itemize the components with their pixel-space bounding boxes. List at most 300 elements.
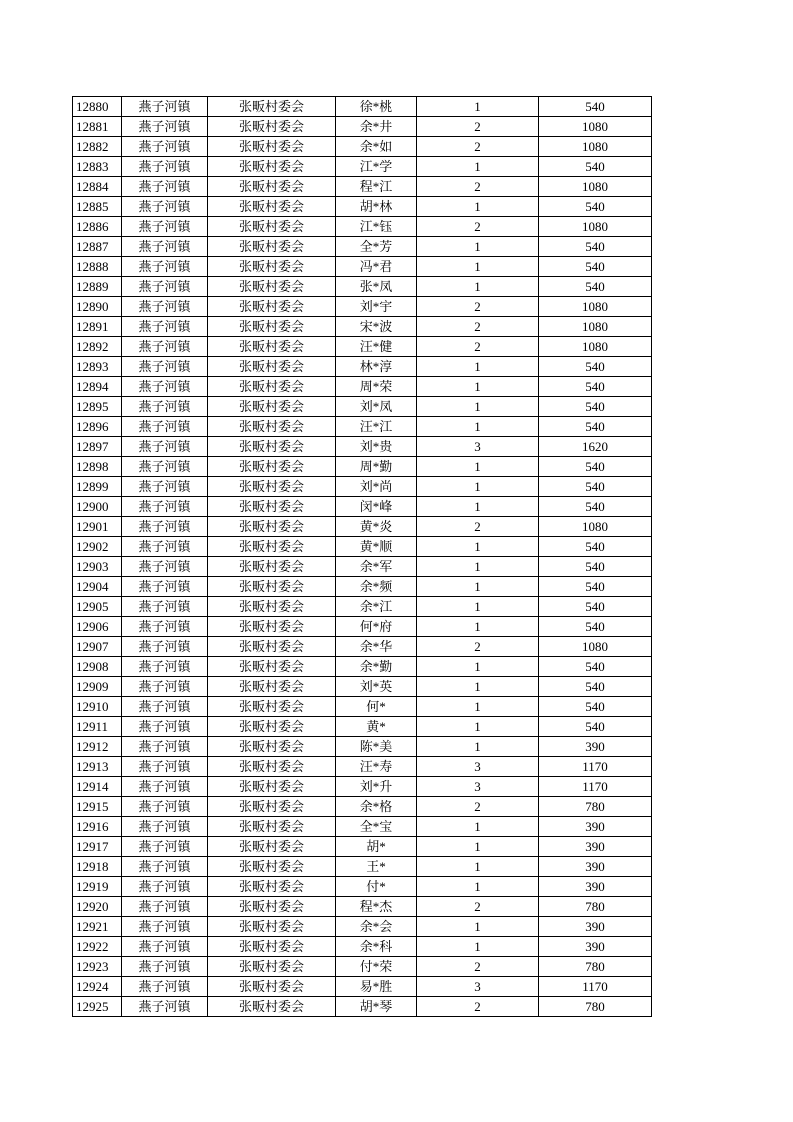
name-cell: 全*宝 — [336, 817, 417, 837]
amount-cell: 1080 — [539, 137, 652, 157]
town-cell: 燕子河镇 — [122, 717, 208, 737]
table-row — [73, 777, 652, 797]
town-cell: 燕子河镇 — [122, 397, 208, 417]
table-row — [73, 597, 652, 617]
town-cell: 燕子河镇 — [122, 457, 208, 477]
table-row — [73, 697, 652, 717]
table-row — [73, 957, 652, 977]
name-cell: 汪*江 — [336, 417, 417, 437]
count-cell: 1 — [417, 377, 539, 397]
name-cell: 刘*贵 — [336, 437, 417, 457]
village-committee-cell: 张畈村委会 — [208, 117, 336, 137]
name-cell: 张*凤 — [336, 277, 417, 297]
amount-cell: 540 — [539, 457, 652, 477]
amount-cell: 1620 — [539, 437, 652, 457]
count-cell: 1 — [417, 877, 539, 897]
record-id-cell: 12885 — [73, 197, 122, 217]
amount-cell: 390 — [539, 837, 652, 857]
town-cell: 燕子河镇 — [122, 617, 208, 637]
count-cell: 2 — [417, 957, 539, 977]
town-cell: 燕子河镇 — [122, 317, 208, 337]
record-id-cell: 12903 — [73, 557, 122, 577]
record-id-cell: 12880 — [73, 97, 122, 117]
record-id-cell: 12889 — [73, 277, 122, 297]
amount-cell: 540 — [539, 717, 652, 737]
village-committee-cell: 张畈村委会 — [208, 437, 336, 457]
count-cell: 2 — [417, 797, 539, 817]
amount-cell: 1080 — [539, 117, 652, 137]
record-id-cell: 12904 — [73, 577, 122, 597]
amount-cell: 540 — [539, 497, 652, 517]
town-cell: 燕子河镇 — [122, 597, 208, 617]
record-id-cell: 12897 — [73, 437, 122, 457]
count-cell: 2 — [417, 337, 539, 357]
village-committee-cell: 张畈村委会 — [208, 317, 336, 337]
amount-cell: 1080 — [539, 177, 652, 197]
town-cell: 燕子河镇 — [122, 817, 208, 837]
amount-cell: 1080 — [539, 217, 652, 237]
village-committee-cell: 张畈村委会 — [208, 617, 336, 637]
village-committee-cell: 张畈村委会 — [208, 597, 336, 617]
count-cell: 1 — [417, 397, 539, 417]
count-cell: 2 — [417, 637, 539, 657]
count-cell: 1 — [417, 617, 539, 637]
record-id-cell: 12924 — [73, 977, 122, 997]
name-cell: 王* — [336, 857, 417, 877]
village-committee-cell: 张畈村委会 — [208, 637, 336, 657]
village-committee-cell: 张畈村委会 — [208, 397, 336, 417]
count-cell: 2 — [417, 117, 539, 137]
village-committee-cell: 张畈村委会 — [208, 137, 336, 157]
name-cell: 黄*顺 — [336, 537, 417, 557]
count-cell: 2 — [417, 137, 539, 157]
village-committee-cell: 张畈村委会 — [208, 957, 336, 977]
town-cell: 燕子河镇 — [122, 637, 208, 657]
table-row — [73, 737, 652, 757]
village-committee-cell: 张畈村委会 — [208, 837, 336, 857]
record-id-cell: 12887 — [73, 237, 122, 257]
name-cell: 胡*林 — [336, 197, 417, 217]
town-cell: 燕子河镇 — [122, 137, 208, 157]
record-id-cell: 12910 — [73, 697, 122, 717]
count-cell: 1 — [417, 97, 539, 117]
table-row — [73, 797, 652, 817]
record-id-cell: 12920 — [73, 897, 122, 917]
village-committee-cell: 张畈村委会 — [208, 897, 336, 917]
table-row — [73, 997, 652, 1017]
record-id-cell: 12915 — [73, 797, 122, 817]
village-committee-cell: 张畈村委会 — [208, 457, 336, 477]
village-committee-cell: 张畈村委会 — [208, 937, 336, 957]
record-id-cell: 12921 — [73, 917, 122, 937]
amount-cell: 1170 — [539, 777, 652, 797]
name-cell: 刘*升 — [336, 777, 417, 797]
village-committee-cell: 张畈村委会 — [208, 497, 336, 517]
name-cell: 何*府 — [336, 617, 417, 637]
town-cell: 燕子河镇 — [122, 517, 208, 537]
town-cell: 燕子河镇 — [122, 997, 208, 1017]
town-cell: 燕子河镇 — [122, 777, 208, 797]
amount-cell: 540 — [539, 277, 652, 297]
name-cell: 余*科 — [336, 937, 417, 957]
name-cell: 程*江 — [336, 177, 417, 197]
village-committee-cell: 张畈村委会 — [208, 857, 336, 877]
record-id-cell: 12898 — [73, 457, 122, 477]
amount-cell: 1170 — [539, 757, 652, 777]
town-cell: 燕子河镇 — [122, 277, 208, 297]
amount-cell: 540 — [539, 697, 652, 717]
village-committee-cell: 张畈村委会 — [208, 97, 336, 117]
name-cell: 余*井 — [336, 117, 417, 137]
town-cell: 燕子河镇 — [122, 437, 208, 457]
village-committee-cell: 张畈村委会 — [208, 797, 336, 817]
table-row — [73, 577, 652, 597]
town-cell: 燕子河镇 — [122, 657, 208, 677]
name-cell: 冯*君 — [336, 257, 417, 277]
name-cell: 江*学 — [336, 157, 417, 177]
table-row — [73, 897, 652, 917]
village-committee-cell: 张畈村委会 — [208, 997, 336, 1017]
table-row — [73, 277, 652, 297]
amount-cell: 1080 — [539, 297, 652, 317]
town-cell: 燕子河镇 — [122, 417, 208, 437]
table-row — [73, 377, 652, 397]
village-committee-cell: 张畈村委会 — [208, 177, 336, 197]
name-cell: 黄* — [336, 717, 417, 737]
table-row — [73, 657, 652, 677]
record-id-cell: 12913 — [73, 757, 122, 777]
village-committee-cell: 张畈村委会 — [208, 557, 336, 577]
table-row — [73, 357, 652, 377]
table-row — [73, 457, 652, 477]
name-cell: 易*胜 — [336, 977, 417, 997]
count-cell: 3 — [417, 977, 539, 997]
name-cell: 宋*波 — [336, 317, 417, 337]
town-cell: 燕子河镇 — [122, 797, 208, 817]
count-cell: 1 — [417, 497, 539, 517]
town-cell: 燕子河镇 — [122, 237, 208, 257]
amount-cell: 540 — [539, 237, 652, 257]
count-cell: 1 — [417, 817, 539, 837]
amount-cell: 540 — [539, 677, 652, 697]
town-cell: 燕子河镇 — [122, 937, 208, 957]
village-committee-cell: 张畈村委会 — [208, 757, 336, 777]
village-committee-cell: 张畈村委会 — [208, 677, 336, 697]
table-row — [73, 337, 652, 357]
record-id-cell: 12899 — [73, 477, 122, 497]
count-cell: 1 — [417, 937, 539, 957]
record-id-cell: 12923 — [73, 957, 122, 977]
count-cell: 1 — [417, 677, 539, 697]
count-cell: 1 — [417, 857, 539, 877]
amount-cell: 540 — [539, 357, 652, 377]
amount-cell: 1170 — [539, 977, 652, 997]
count-cell: 1 — [417, 277, 539, 297]
record-id-cell: 12901 — [73, 517, 122, 537]
count-cell: 3 — [417, 757, 539, 777]
count-cell: 2 — [417, 177, 539, 197]
town-cell: 燕子河镇 — [122, 217, 208, 237]
record-id-cell: 12925 — [73, 997, 122, 1017]
town-cell: 燕子河镇 — [122, 877, 208, 897]
amount-cell: 540 — [539, 617, 652, 637]
village-committee-cell: 张畈村委会 — [208, 697, 336, 717]
count-cell: 2 — [417, 217, 539, 237]
name-cell: 何* — [336, 697, 417, 717]
record-id-cell: 12918 — [73, 857, 122, 877]
amount-cell: 390 — [539, 917, 652, 937]
table-row — [73, 757, 652, 777]
village-committee-cell: 张畈村委会 — [208, 657, 336, 677]
town-cell: 燕子河镇 — [122, 497, 208, 517]
village-committee-cell: 张畈村委会 — [208, 197, 336, 217]
village-committee-cell: 张畈村委会 — [208, 217, 336, 237]
count-cell: 1 — [417, 537, 539, 557]
table-row — [73, 317, 652, 337]
table-row — [73, 817, 652, 837]
table-row — [73, 497, 652, 517]
name-cell: 胡*琴 — [336, 997, 417, 1017]
record-id-cell: 12886 — [73, 217, 122, 237]
village-committee-cell: 张畈村委会 — [208, 517, 336, 537]
town-cell: 燕子河镇 — [122, 577, 208, 597]
amount-cell: 1080 — [539, 517, 652, 537]
count-cell: 1 — [417, 737, 539, 757]
name-cell: 付*荣 — [336, 957, 417, 977]
name-cell: 刘*尚 — [336, 477, 417, 497]
table-row — [73, 557, 652, 577]
name-cell: 余*军 — [336, 557, 417, 577]
town-cell: 燕子河镇 — [122, 837, 208, 857]
table-row — [73, 257, 652, 277]
village-committee-cell: 张畈村委会 — [208, 477, 336, 497]
table-row — [73, 477, 652, 497]
town-cell: 燕子河镇 — [122, 537, 208, 557]
amount-cell: 390 — [539, 937, 652, 957]
record-id-cell: 12907 — [73, 637, 122, 657]
table-row — [73, 617, 652, 637]
name-cell: 全*芳 — [336, 237, 417, 257]
count-cell: 1 — [417, 197, 539, 217]
record-id-cell: 12890 — [73, 297, 122, 317]
town-cell: 燕子河镇 — [122, 897, 208, 917]
record-id-cell: 12896 — [73, 417, 122, 437]
village-committee-cell: 张畈村委会 — [208, 917, 336, 937]
village-committee-cell: 张畈村委会 — [208, 377, 336, 397]
amount-cell: 540 — [539, 197, 652, 217]
amount-cell: 390 — [539, 877, 652, 897]
count-cell: 1 — [417, 477, 539, 497]
amount-cell: 780 — [539, 797, 652, 817]
count-cell: 1 — [417, 577, 539, 597]
table-row — [73, 717, 652, 737]
amount-cell: 540 — [539, 537, 652, 557]
table-row — [73, 977, 652, 997]
data-table — [72, 96, 652, 1017]
count-cell: 1 — [417, 557, 539, 577]
name-cell: 林*淳 — [336, 357, 417, 377]
village-committee-cell: 张畈村委会 — [208, 777, 336, 797]
count-cell: 1 — [417, 917, 539, 937]
amount-cell: 540 — [539, 557, 652, 577]
name-cell: 黄*炎 — [336, 517, 417, 537]
town-cell: 燕子河镇 — [122, 377, 208, 397]
table-row — [73, 937, 652, 957]
village-committee-cell: 张畈村委会 — [208, 817, 336, 837]
town-cell: 燕子河镇 — [122, 97, 208, 117]
record-id-cell: 12894 — [73, 377, 122, 397]
count-cell: 1 — [417, 417, 539, 437]
amount-cell: 780 — [539, 957, 652, 977]
record-id-cell: 12908 — [73, 657, 122, 677]
village-committee-cell: 张畈村委会 — [208, 157, 336, 177]
amount-cell: 540 — [539, 377, 652, 397]
village-committee-cell: 张畈村委会 — [208, 297, 336, 317]
record-id-cell: 12905 — [73, 597, 122, 617]
count-cell: 2 — [417, 897, 539, 917]
name-cell: 余*江 — [336, 597, 417, 617]
town-cell: 燕子河镇 — [122, 557, 208, 577]
amount-cell: 1080 — [539, 637, 652, 657]
town-cell: 燕子河镇 — [122, 857, 208, 877]
town-cell: 燕子河镇 — [122, 917, 208, 937]
town-cell: 燕子河镇 — [122, 677, 208, 697]
record-id-cell: 12914 — [73, 777, 122, 797]
name-cell: 汪*寿 — [336, 757, 417, 777]
table-row — [73, 877, 652, 897]
name-cell: 余*频 — [336, 577, 417, 597]
village-committee-cell: 张畈村委会 — [208, 237, 336, 257]
name-cell: 汪*健 — [336, 337, 417, 357]
table-row — [73, 677, 652, 697]
amount-cell: 540 — [539, 397, 652, 417]
table-row — [73, 837, 652, 857]
record-id-cell: 12912 — [73, 737, 122, 757]
table-row — [73, 417, 652, 437]
village-committee-cell: 张畈村委会 — [208, 717, 336, 737]
town-cell: 燕子河镇 — [122, 337, 208, 357]
record-id-cell: 12883 — [73, 157, 122, 177]
name-cell: 周*荣 — [336, 377, 417, 397]
record-id-cell: 12917 — [73, 837, 122, 857]
table-body — [73, 97, 652, 1017]
amount-cell: 540 — [539, 477, 652, 497]
table-row — [73, 517, 652, 537]
town-cell: 燕子河镇 — [122, 757, 208, 777]
town-cell: 燕子河镇 — [122, 977, 208, 997]
table-row — [73, 857, 652, 877]
record-id-cell: 12892 — [73, 337, 122, 357]
amount-cell: 540 — [539, 657, 652, 677]
name-cell: 江*钰 — [336, 217, 417, 237]
count-cell: 2 — [417, 297, 539, 317]
name-cell: 余*华 — [336, 637, 417, 657]
name-cell: 付* — [336, 877, 417, 897]
table-row — [73, 437, 652, 457]
count-cell: 2 — [417, 997, 539, 1017]
count-cell: 1 — [417, 717, 539, 737]
amount-cell: 390 — [539, 817, 652, 837]
name-cell: 余*会 — [336, 917, 417, 937]
town-cell: 燕子河镇 — [122, 697, 208, 717]
count-cell: 1 — [417, 357, 539, 377]
record-id-cell: 12895 — [73, 397, 122, 417]
count-cell: 1 — [417, 697, 539, 717]
record-id-cell: 12891 — [73, 317, 122, 337]
count-cell: 1 — [417, 237, 539, 257]
table-row — [73, 217, 652, 237]
amount-cell: 390 — [539, 737, 652, 757]
village-committee-cell: 张畈村委会 — [208, 337, 336, 357]
amount-cell: 540 — [539, 577, 652, 597]
table-row — [73, 117, 652, 137]
village-committee-cell: 张畈村委会 — [208, 417, 336, 437]
record-id-cell: 12916 — [73, 817, 122, 837]
record-id-cell: 12911 — [73, 717, 122, 737]
record-id-cell: 12900 — [73, 497, 122, 517]
village-committee-cell: 张畈村委会 — [208, 577, 336, 597]
count-cell: 1 — [417, 657, 539, 677]
name-cell: 刘*凤 — [336, 397, 417, 417]
record-id-cell: 12909 — [73, 677, 122, 697]
record-id-cell: 12884 — [73, 177, 122, 197]
name-cell: 余*勤 — [336, 657, 417, 677]
village-committee-cell: 张畈村委会 — [208, 257, 336, 277]
count-cell: 1 — [417, 457, 539, 477]
count-cell: 1 — [417, 257, 539, 277]
town-cell: 燕子河镇 — [122, 477, 208, 497]
table-row — [73, 137, 652, 157]
table-row — [73, 637, 652, 657]
name-cell: 闵*峰 — [336, 497, 417, 517]
table-row — [73, 237, 652, 257]
town-cell: 燕子河镇 — [122, 957, 208, 977]
town-cell: 燕子河镇 — [122, 177, 208, 197]
village-committee-cell: 张畈村委会 — [208, 537, 336, 557]
name-cell: 程*杰 — [336, 897, 417, 917]
town-cell: 燕子河镇 — [122, 117, 208, 137]
name-cell: 胡* — [336, 837, 417, 857]
amount-cell: 540 — [539, 417, 652, 437]
village-committee-cell: 张畈村委会 — [208, 277, 336, 297]
table-row — [73, 917, 652, 937]
record-id-cell: 12906 — [73, 617, 122, 637]
town-cell: 燕子河镇 — [122, 157, 208, 177]
table-row — [73, 157, 652, 177]
count-cell: 1 — [417, 157, 539, 177]
count-cell: 3 — [417, 437, 539, 457]
count-cell: 2 — [417, 317, 539, 337]
amount-cell: 390 — [539, 857, 652, 877]
village-committee-cell: 张畈村委会 — [208, 357, 336, 377]
name-cell: 刘*英 — [336, 677, 417, 697]
record-id-cell: 12882 — [73, 137, 122, 157]
name-cell: 徐*桃 — [336, 97, 417, 117]
amount-cell: 540 — [539, 97, 652, 117]
table-row — [73, 397, 652, 417]
name-cell: 周*勤 — [336, 457, 417, 477]
name-cell: 刘*宇 — [336, 297, 417, 317]
record-id-cell: 12922 — [73, 937, 122, 957]
table-row — [73, 177, 652, 197]
record-id-cell: 12893 — [73, 357, 122, 377]
town-cell: 燕子河镇 — [122, 297, 208, 317]
count-cell: 3 — [417, 777, 539, 797]
record-id-cell: 12919 — [73, 877, 122, 897]
amount-cell: 1080 — [539, 337, 652, 357]
town-cell: 燕子河镇 — [122, 737, 208, 757]
amount-cell: 780 — [539, 997, 652, 1017]
